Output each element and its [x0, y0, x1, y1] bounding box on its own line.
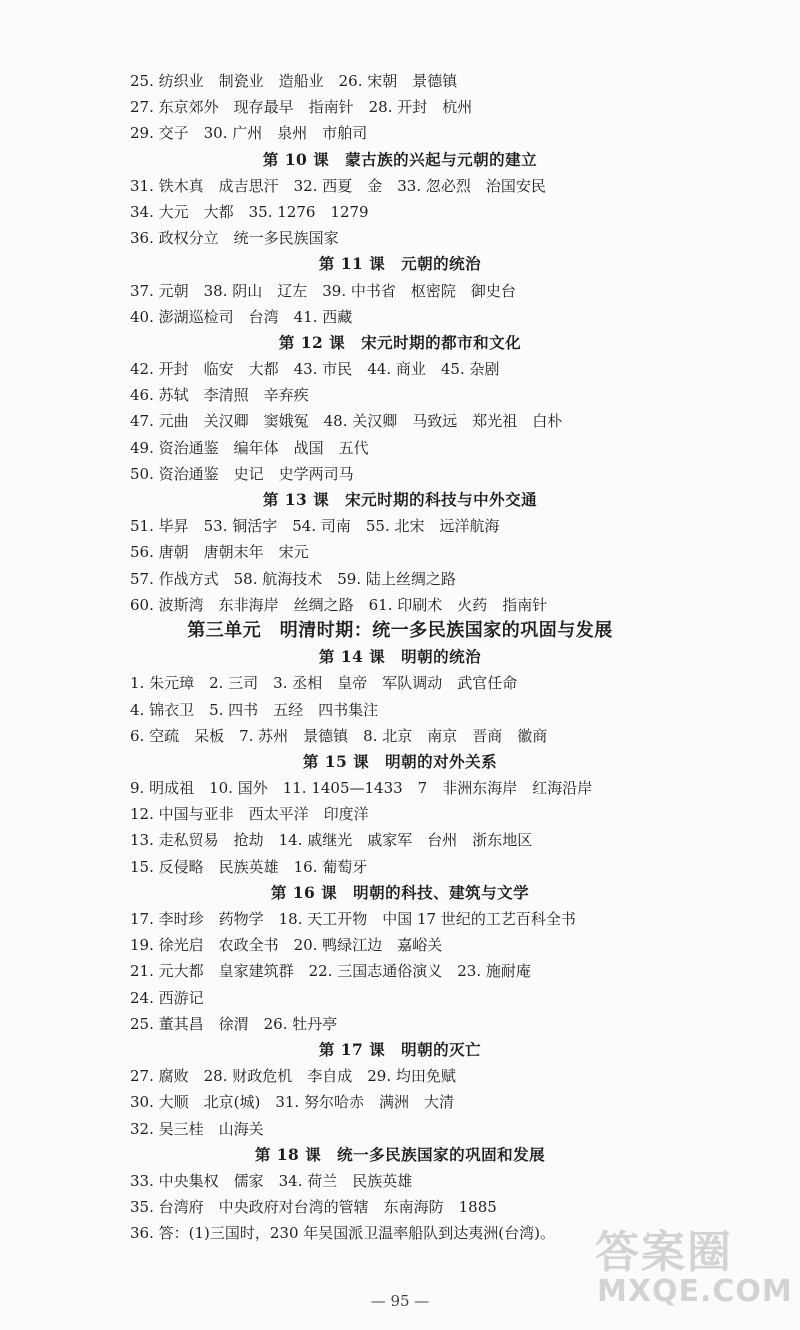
answer-line: 37. 元朝 38. 阴山 辽左 39. 中书省 枢密院 御史台 [130, 281, 516, 300]
lesson-heading: 第 12 课 宋元时期的都市和文化 [278, 332, 522, 352]
answer-line: 4. 锦衣卫 5. 四书 五经 四书集注 [130, 700, 379, 719]
answer-line: 46. 苏轼 李清照 辛弃疾 [130, 386, 309, 405]
lesson-heading: 第 14 课 明朝的统治 [318, 647, 482, 667]
answer-line: 9. 明成祖 10. 国外 11. 1405—1433 7 非洲东海岸 红海沿岸 [130, 779, 593, 798]
answer-line: 15. 反侵略 民族英雄 16. 葡萄牙 [130, 857, 368, 876]
answer-line: 25. 董其昌 徐渭 26. 牡丹亭 [130, 1014, 338, 1033]
answer-line: 27. 东京郊外 现存最早 指南针 28. 开封 杭州 [130, 98, 473, 117]
page-number: — 95 — [370, 1292, 430, 1310]
answer-line: 40. 澎湖巡检司 台湾 41. 西藏 [130, 307, 353, 326]
lesson-heading: 第 15 课 明朝的对外关系 [302, 751, 498, 771]
lesson-heading: 第 10 课 蒙古族的兴起与元朝的建立 [262, 149, 538, 169]
lesson-heading: 第 17 课 明朝的灭亡 [318, 1039, 482, 1059]
answer-line: 47. 元曲 关汉卿 窦娥冤 48. 关汉卿 马致远 郑光祖 白朴 [130, 412, 563, 431]
answer-line: 29. 交子 30. 广州 泉州 市舶司 [130, 124, 368, 143]
watermark-logo [587, 1212, 793, 1322]
lesson-heading: 第 16 课 明朝的科技、建筑与文学 [270, 882, 530, 902]
answer-line: 21. 元大都 皇家建筑群 22. 三国志通俗演义 23. 施耐庵 [130, 962, 531, 981]
answer-line: 36. 答：(1)三国时，230 年吴国派卫温率船队到达夷洲(台湾)。 [130, 1224, 555, 1243]
lesson-heading: 第 13 课 宋元时期的科技与中外交通 [262, 490, 538, 509]
lesson-heading: 第 18 课 统一多民族国家的巩固和发展 [254, 1144, 546, 1164]
answer-line: 50. 资治通鉴 史记 史学两司马 [130, 464, 354, 483]
lesson-heading: 第 11 课 元朝的统治 [318, 254, 482, 274]
answer-line: 33. 中央集权 儒家 34. 荷兰 民族英雄 [130, 1171, 413, 1190]
watermark-site-text: MXQE.COM [597, 1274, 793, 1309]
answer-line: 31. 铁木真 成吉思汗 32. 西夏 金 33. 忽必烈 治国安民 [130, 176, 546, 195]
answer-line: 51. 毕昇 53. 铜活字 54. 司南 55. 北宋 远洋航海 [130, 517, 500, 536]
answer-line: 30. 大顺 北京(城) 31. 努尔哈赤 满洲 大清 [130, 1093, 454, 1112]
answer-line: 24. 西游记 [130, 988, 204, 1007]
watermark-main-text: 答案圈 [595, 1227, 733, 1278]
answer-line: 56. 唐朝 唐朝末年 宋元 [130, 543, 309, 562]
answer-line: 36. 政权分立 统一多民族国家 [130, 229, 339, 248]
answer-line: 12. 中国与亚非 西太平洋 印度洋 [130, 805, 369, 824]
answer-line: 6. 空疏 呆板 7. 苏州 景德镇 8. 北京 南京 晋商 徽商 [130, 726, 548, 745]
answer-line: 17. 李时珍 药物学 18. 天工开物 中国 17 世纪的工艺百科全书 [130, 910, 576, 928]
answer-line: 19. 徐光启 农政全书 20. 鸭绿江边 嘉峪关 [130, 936, 443, 955]
answer-key-content [130, 68, 670, 1246]
answer-line: 60. 波斯湾 东非海岸 丝绸之路 61. 印刷术 火药 指南针 [130, 595, 548, 614]
answer-line: 32. 吴三桂 山海关 [130, 1119, 264, 1138]
answer-line: 27. 腐败 28. 财政危机 李自成 29. 均田免赋 [130, 1067, 456, 1086]
answer-line: 35. 台湾府 中央政府对台湾的管辖 东南海防 1885 [130, 1198, 497, 1217]
answer-line: 13. 走私贸易 抢劫 14. 戚继光 戚家军 台州 浙东地区 [130, 831, 533, 850]
unit-title: 第三单元 明清时期：统一多民族国家的巩固与发展 [187, 619, 613, 641]
answer-line: 34. 大元 大都 35. 1276 1279 [130, 202, 369, 221]
answer-line: 1. 朱元璋 2. 三司 3. 丞相 皇帝 军队调动 武官任命 [130, 674, 518, 693]
answer-line: 49. 资治通鉴 编年体 战国 五代 [130, 438, 369, 457]
answer-line: 25. 纺织业 制瓷业 造船业 26. 宋朝 景德镇 [130, 72, 458, 90]
answer-line: 57. 作战方式 58. 航海技术 59. 陆上丝绸之路 [130, 569, 456, 588]
answer-line: 42. 开封 临安 大都 43. 市民 44. 商业 45. 杂剧 [130, 360, 500, 379]
